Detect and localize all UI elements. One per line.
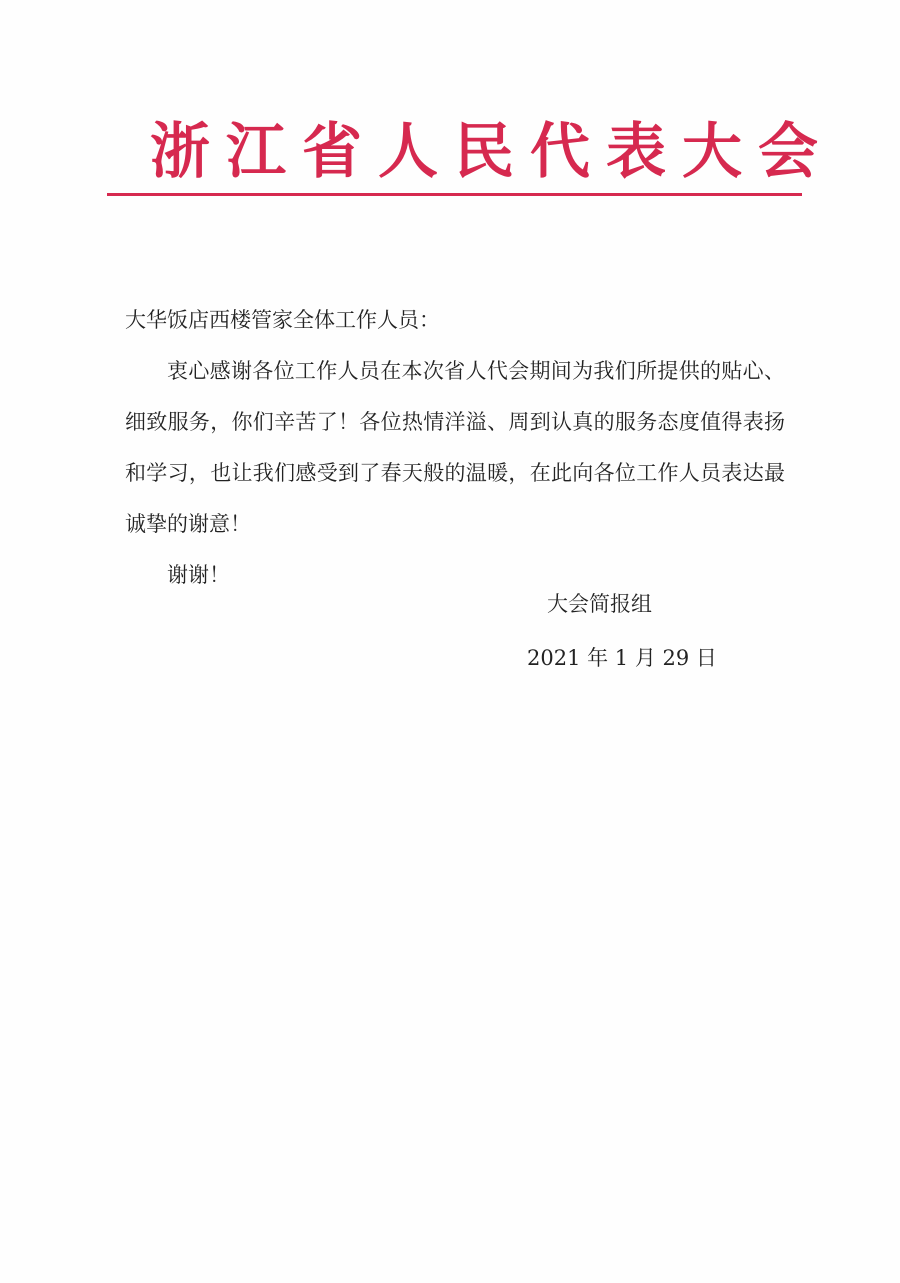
closing-thanks: 谢谢！: [167, 563, 230, 587]
signature-organization: 大会简报组: [547, 592, 652, 616]
body-paragraph: 衷心感谢各位工作人员在本次省人代会期间为我们所提供的贴心、细致服务，你们辛苦了！各位热情洋溢、周到认真的服务态度值得表扬和学习，也让我们感受到了春天般的温暖，在此向各位工作人员表达最诚挚的谢意！: [125, 359, 785, 536]
letter-body: [125, 295, 785, 601]
letterhead-title: 浙江省人民代表大会: [150, 117, 834, 187]
signature-date: 2021 年 1 月 29 日: [527, 646, 717, 670]
letterhead-red-rule: [107, 193, 802, 196]
salutation: 大华饭店西楼管家全体工作人员：: [125, 308, 440, 332]
